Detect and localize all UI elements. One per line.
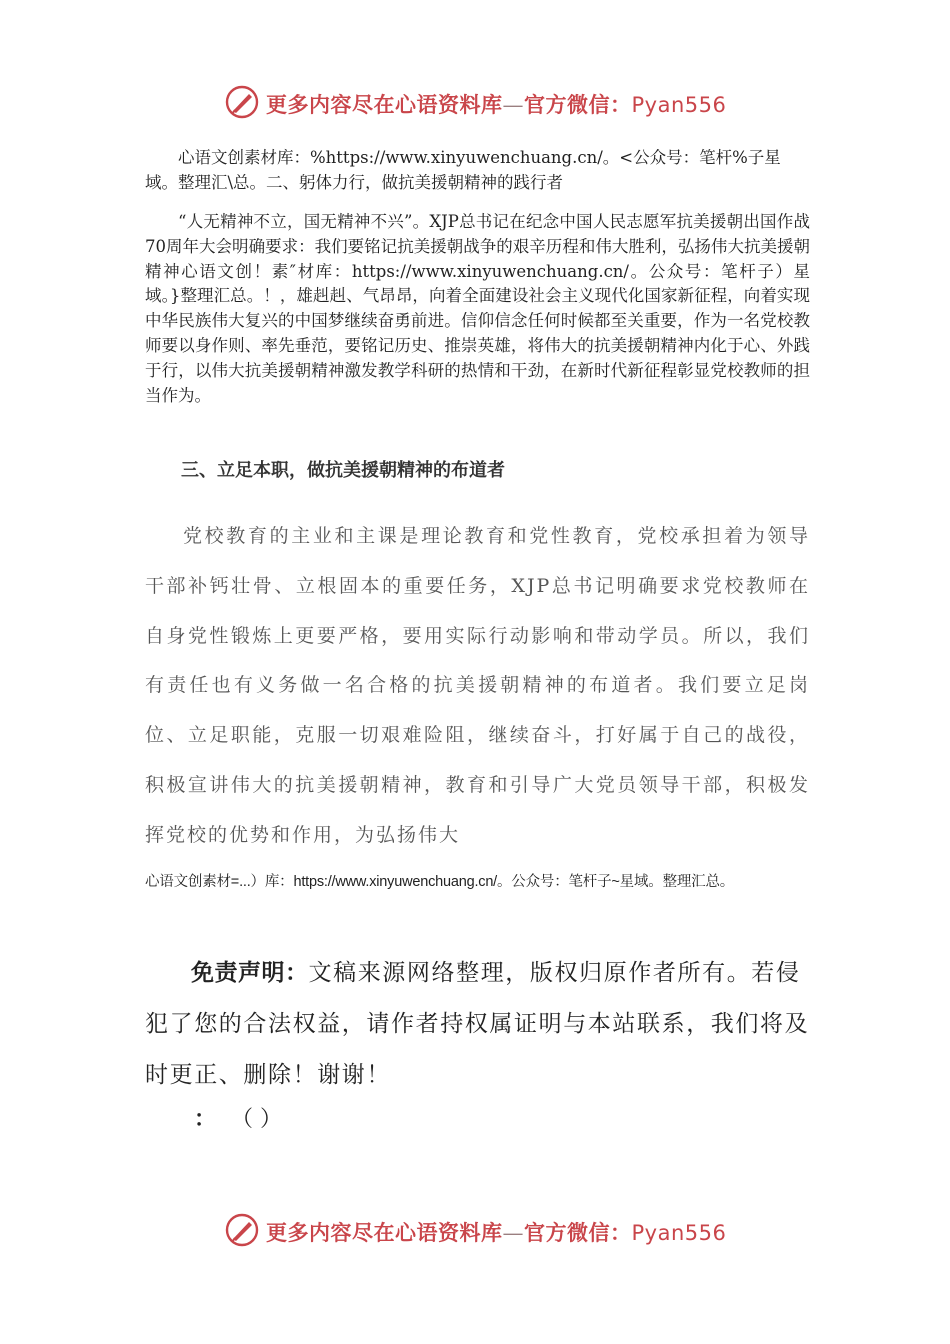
trailing-colon: ：: [194, 1107, 217, 1132]
header-banner: [0, 80, 950, 124]
trailing-marks: [194, 1100, 282, 1140]
quill-logo-icon: [224, 84, 260, 120]
wechat-account: Pyan556: [631, 1221, 727, 1245]
paragraph-3: 党校教育的主业和主课是理论教育和党性教育，党校承担着为领导干部补钙壮骨、立根固本的重要任务，XJP总书记明确要求党校教师在自身党性锻炼上更要严格，要用实际行动影响和带动学员。所以，我们有责任也有义务做一名合格的抗美援朝精神的布道者。我们要立足岗位、立足职能，克服一切艰难险阻，继续奋斗，打好属于自己的战役，积极宣讲伟大的抗美援朝精神，教育和引导广大党员领导干部，积极发挥党校的优势和作用，为弘扬伟大: [145, 525, 810, 846]
disclaimer: [145, 948, 810, 1101]
banner-text: 更多内容尽在心语资料库—官方微信：Pyan556: [266, 1220, 727, 1245]
quill-logo-icon: [224, 1212, 260, 1248]
footer-banner: [0, 1208, 950, 1252]
section-heading-3: 三、立足本职，做抗美援朝精神的布道者: [181, 460, 505, 481]
wechat-account: Pyan556: [631, 93, 727, 117]
source-note: 心语文创素材=...）库：https://www.xinyuwenchuang.cn/。公众号：笔杆子~星域。整理汇总。: [145, 874, 735, 890]
disclaimer-label: 免责声明：: [191, 960, 309, 986]
paragraph-2: “人无精神不立，国无精神不兴”。XJP总书记在纪念中国人民志愿军抗美援朝出国作战70周年大会明确要求：我们要铭记抗美援朝战争的艰辛历程和伟大胜利，弘扬伟大抗美援朝精神心语文创！素″材库：https://www.xinyuwenchuang.cn/。公众号：笔杆子）星域。}整理汇总。！，雄赳赳、气昂昂，向着全面建设社会主义现代化国家新征程，向着实现中华民族伟大复兴的中国梦继续奋勇前进。信仰信念任何时候都至关重要，作为一名党校教师要以身作则、率先垂范，要铭记历史、推崇英雄，将伟大的抗美援朝精神内化于心、外践于行，以伟大抗美援朝精神激发教学科研的热情和干劲，在新时代新征程彰显党校教师的担当作为。: [145, 212, 810, 405]
trailing-paren: （ ）: [242, 1107, 283, 1132]
paragraph-1: 心语文创素材库：%https://www.xinyuwenchuang.cn/。<公众号：笔杆%子星域。整理汇\总。二、躬体力行，做抗美援朝精神的践行者: [145, 148, 781, 192]
banner-text: 更多内容尽在心语资料库—官方微信：Pyan556: [266, 92, 727, 117]
disclaimer-text: 文稿来源网络整理，版权归原作者所有。若侵犯了您的合法权益，请作者持权属证明与本站联系，我们将及时更正、删除！谢谢！: [145, 960, 810, 1088]
